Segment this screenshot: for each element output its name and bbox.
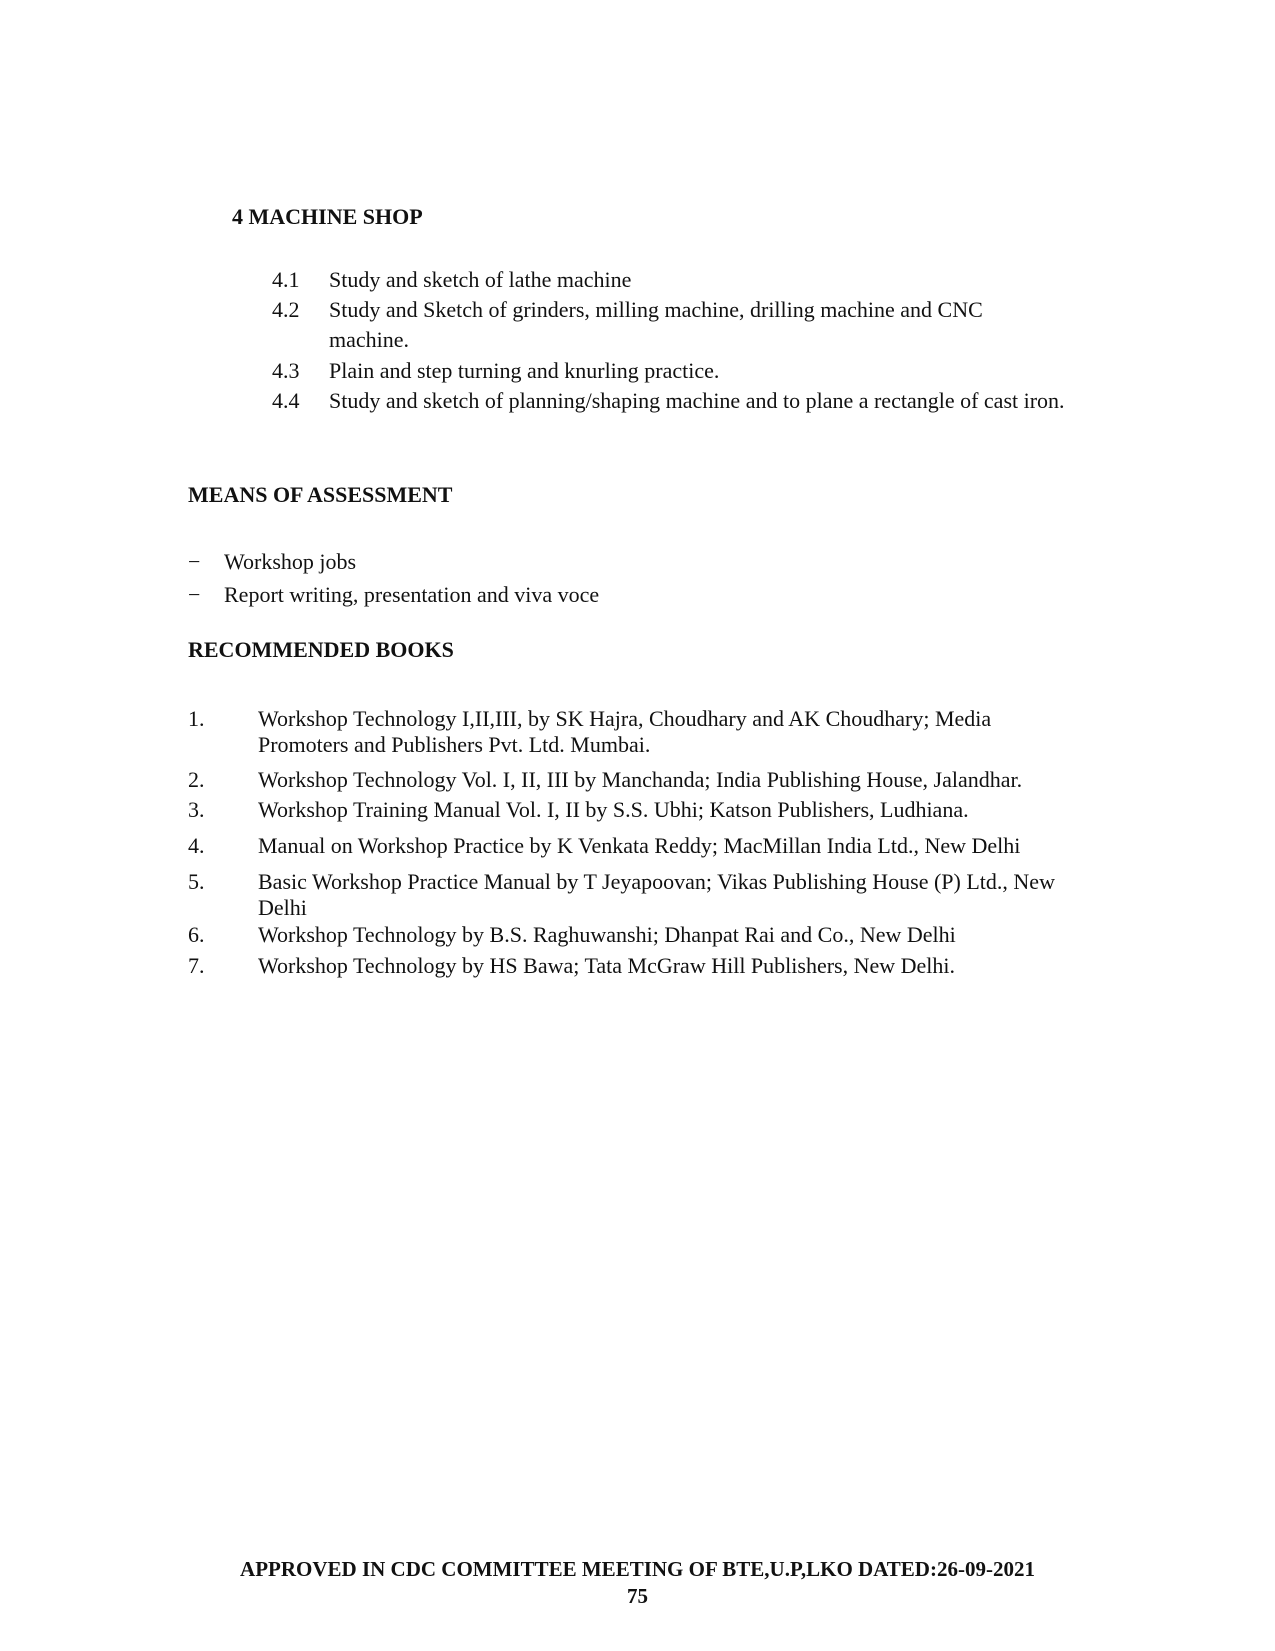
book-number: 7.: [188, 953, 205, 978]
page-number: 75: [627, 1584, 648, 1608]
book-item: [188, 833, 1088, 859]
dash-bullet: −: [188, 549, 201, 574]
assessment-title: MEANS OF ASSESSMENT: [188, 482, 453, 507]
assessment-item: [188, 547, 356, 577]
book-number: 4.: [188, 833, 205, 858]
books-title: RECOMMENDED BOOKS: [188, 637, 454, 662]
book-number: 5.: [188, 869, 205, 894]
book-item: [188, 706, 1068, 758]
book-number: 2.: [188, 767, 205, 792]
book-item: [188, 767, 1088, 793]
assessment-item-text: Workshop jobs: [224, 549, 357, 574]
footer-approval: APPROVED IN CDC COMMITTEE MEETING OF BTE,U.P,LKO DATED:26-09-2021: [240, 1557, 1035, 1581]
assessment-item: [188, 580, 599, 610]
book-item: [188, 922, 1088, 948]
section-item-text: Study and Sketch of grinders, milling machine, drilling machine and CNC machine.: [329, 297, 983, 352]
section-item-number: 4.3: [272, 358, 300, 383]
book-text: Manual on Workshop Practice by K Venkata Reddy; MacMillan India Ltd., New Delhi: [258, 833, 1021, 858]
assessment-item-text: Report writing, presentation and viva voce: [224, 582, 600, 607]
section-item-number: 4.4: [272, 388, 300, 413]
book-item: [188, 869, 1068, 921]
book-text: Basic Workshop Practice Manual by T Jeyapoovan; Vikas Publishing House (P) Ltd., New Delhi: [258, 869, 1055, 920]
book-text: Workshop Technology by B.S. Raghuwanshi; Dhanpat Rai and Co., New Delhi: [258, 922, 956, 947]
section-item-text: Plain and step turning and knurling practice.: [329, 358, 720, 383]
section-item: [272, 356, 1072, 386]
section-item-text: Study and sketch of planning/shaping machine and to plane a rectangle of cast iron.: [329, 388, 1065, 413]
book-number: 3.: [188, 797, 205, 822]
section-item: [272, 265, 1072, 295]
book-text: Workshop Training Manual Vol. I, II by S.S. Ubhi; Katson Publishers, Ludhiana.: [258, 797, 969, 822]
section-item: [272, 295, 1032, 355]
book-text: Workshop Technology Vol. I, II, III by Manchanda; India Publishing House, Jalandhar.: [258, 767, 1023, 792]
book-item: [188, 953, 1088, 979]
section-item-number: 4.2: [272, 297, 300, 322]
section-item-text: Study and sketch of lathe machine: [329, 267, 632, 292]
section-item: [272, 386, 1072, 416]
section-title: 4 MACHINE SHOP: [232, 204, 423, 229]
dash-bullet: −: [188, 582, 201, 607]
section-item-number: 4.1: [272, 267, 300, 292]
book-text: Workshop Technology by HS Bawa; Tata McGraw Hill Publishers, New Delhi.: [258, 953, 956, 978]
book-item: [188, 797, 1088, 823]
book-number: 1.: [188, 706, 205, 731]
book-text: Workshop Technology I,II,III, by SK Hajra, Choudhary and AK Choudhary; Media Promoters and Publishers Pvt. Ltd. Mumbai.: [258, 706, 992, 757]
book-number: 6.: [188, 922, 205, 947]
